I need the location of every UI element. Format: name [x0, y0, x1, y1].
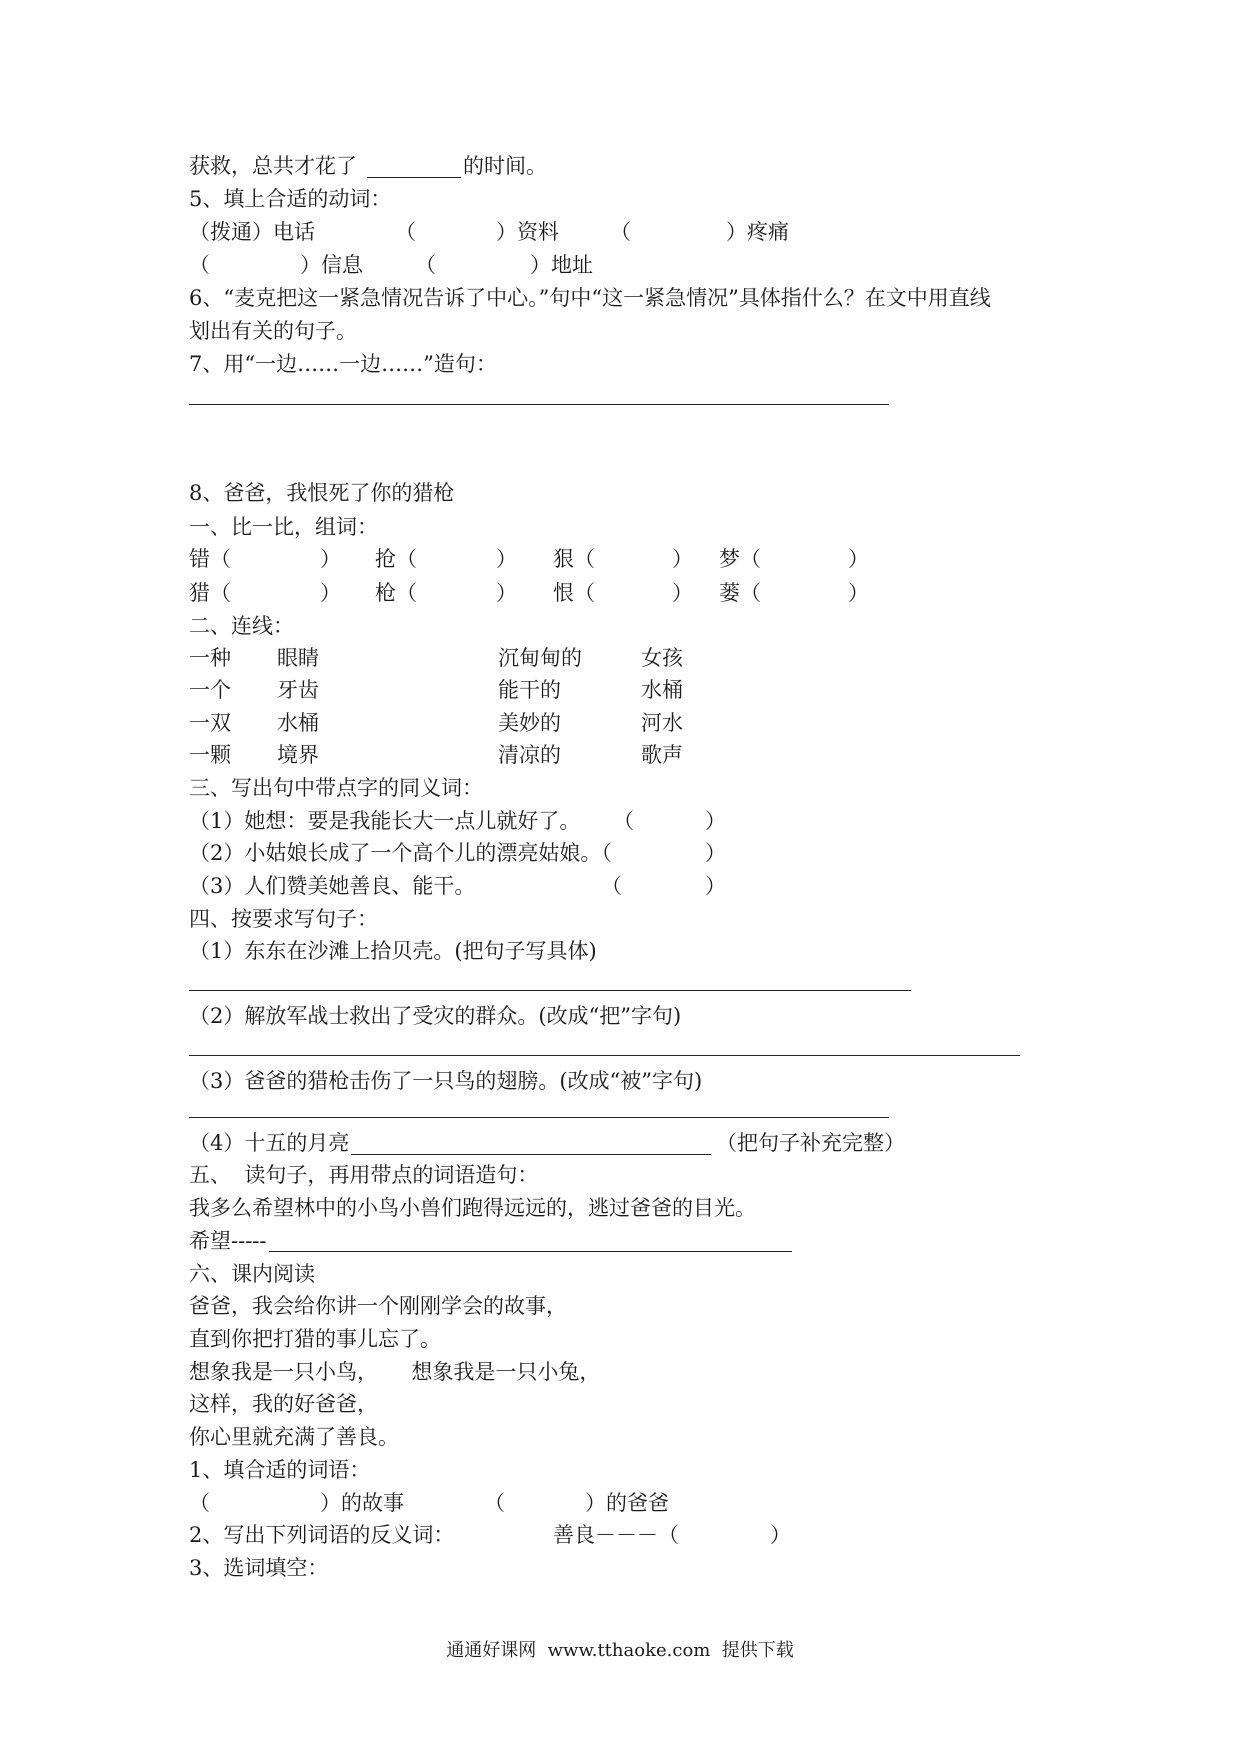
match-left-quantifier: 一双: [189, 711, 231, 735]
match-right-adj: 美妙的: [498, 711, 561, 735]
paren-open: （: [395, 220, 416, 244]
poem-line: 直到你把打猎的事儿忘了。: [189, 1327, 441, 1351]
answer-line: [189, 404, 889, 405]
match-right-noun: 水桶: [641, 678, 683, 702]
s1-char: 枪（: [375, 581, 417, 605]
blank-line: [367, 177, 461, 178]
paren-open: （: [484, 1491, 505, 1515]
s1-paren: ）: [320, 547, 341, 571]
s1-char: 猎（: [189, 581, 231, 605]
section5-title: 五、 读句子，再用带点的词语造句：: [189, 1163, 539, 1187]
s3-paren: ）: [705, 874, 726, 898]
s4-task1: （1）东东在沙滩上拾贝壳。(把句子写具体): [189, 939, 597, 963]
s3-item: （2）小姑娘长成了一个高个儿的漂亮姑娘。（: [189, 841, 612, 865]
match-right-noun: 河水: [641, 711, 683, 735]
answer-line: [189, 990, 911, 991]
answer-sentence-tail: [189, 153, 357, 179]
match-left-noun: 水桶: [277, 711, 319, 735]
paren-open: （: [189, 1491, 210, 1515]
s1-paren: ）: [848, 581, 869, 605]
answer-line: [269, 1251, 792, 1252]
q5-item: ）地址: [530, 253, 593, 277]
text: 获救，总共才花了: [189, 154, 357, 178]
q7-title: 7、用“一边……一边……”造句：: [189, 352, 497, 376]
paren-open: （: [610, 220, 631, 244]
s3-paren: （: [613, 809, 634, 833]
section6-title: 六、课内阅读: [189, 1262, 315, 1286]
s5-word: 希望-----: [189, 1229, 267, 1253]
s1-char: 蒌（: [719, 581, 761, 605]
s3-item: （1）她想：要是我能长大一点儿就好了。: [189, 809, 581, 833]
answer-line: [189, 1055, 1020, 1056]
text: 的时间。: [463, 154, 547, 178]
q5-item: ）疼痛: [726, 220, 789, 244]
section1-title: 一、比一比，组词：: [189, 515, 378, 539]
q6-line1: 6、“麦克把这一紧急情况告诉了中心。”句中“这一紧急情况”具体指什么？在文中用直线: [189, 286, 991, 310]
section3-title: 三、写出句中带点字的同义词：: [189, 776, 483, 800]
s1-char: 抢（: [375, 547, 417, 571]
s4-task2: （2）解放军战士救出了受灾的群众。(改成“把”字句): [189, 1004, 682, 1028]
paren-close: ）: [770, 1523, 791, 1547]
blank-line: [351, 1154, 711, 1155]
match-left-quantifier: 一颗: [189, 743, 231, 767]
s1-char: 错（: [189, 547, 231, 571]
paren-open: （: [415, 253, 436, 277]
match-left-noun: 牙齿: [277, 678, 319, 702]
footer-credit: 通通好课网 www.tthaoke.com 提供下载: [446, 1640, 794, 1661]
s3-paren: （: [601, 874, 622, 898]
poem-line: 这样，我的好爸爸，: [189, 1392, 378, 1416]
s1-paren: ）: [672, 547, 693, 571]
q1-item: ）的爸爸: [585, 1491, 669, 1515]
s1-paren: ）: [672, 581, 693, 605]
match-right-noun: 歌声: [641, 743, 683, 767]
s3-paren: ）: [705, 841, 726, 865]
s1-char: 梦（: [719, 547, 761, 571]
match-left-noun: 境界: [277, 743, 319, 767]
poem-line: 爸爸，我会给你讲一个刚刚学会的故事，: [189, 1294, 567, 1318]
q5-item: （拨通）电话: [189, 220, 315, 244]
s4-task4-hint: （把句子补充完整）: [716, 1131, 905, 1155]
s5-sentence: 我多么希望林中的小鸟小兽们跑得远远的，逃过爸爸的目光。: [189, 1196, 756, 1220]
s4-task4: （4）十五的月亮: [189, 1131, 350, 1155]
match-left-quantifier: 一个: [189, 678, 231, 702]
section2-title: 二、连线：: [189, 614, 294, 638]
match-left-quantifier: 一种: [189, 646, 231, 670]
s1-paren: ）: [320, 581, 341, 605]
s1-paren: ）: [848, 547, 869, 571]
s1-char: 恨（: [553, 581, 595, 605]
s1-char: 狠（: [553, 547, 595, 571]
match-right-adj: 能干的: [498, 678, 561, 702]
q5-item: ）信息: [300, 253, 363, 277]
reading-q1: 1、填合适的词语：: [189, 1458, 371, 1482]
match-right-adj: 沉甸甸的: [498, 646, 582, 670]
match-right-noun: 女孩: [641, 646, 683, 670]
q2-word: 善良－－－（: [553, 1523, 679, 1547]
answer-line: [189, 1117, 889, 1118]
paren-open: （: [189, 253, 210, 277]
q5-item: ）资料: [496, 220, 559, 244]
s1-paren: ）: [496, 581, 517, 605]
s3-paren: ）: [705, 809, 726, 833]
lesson-title: 8、爸爸，我恨死了你的猎枪: [189, 481, 455, 505]
q6-line2: 划出有关的句子。: [189, 319, 357, 343]
reading-q2: 2、写出下列词语的反义词：: [189, 1523, 455, 1547]
q5-title: 5、填上合适的动词：: [189, 187, 392, 211]
reading-q3: 3、选词填空：: [189, 1556, 329, 1580]
section4-title: 四、按要求写句子：: [189, 907, 378, 931]
match-left-noun: 眼睛: [277, 646, 319, 670]
s4-task3: （3）爸爸的猎枪击伤了一只鸟的翅膀。(改成“被”字句): [189, 1069, 703, 1093]
match-right-adj: 清凉的: [498, 743, 561, 767]
q1-item: ）的故事: [320, 1491, 404, 1515]
s3-item: （3）人们赞美她善良、能干。: [189, 874, 476, 898]
poem-line: 你心里就充满了善良。: [189, 1425, 399, 1449]
poem-line: 想象我是一只小鸟， 想象我是一只小兔，: [189, 1360, 601, 1384]
s1-paren: ）: [496, 547, 517, 571]
